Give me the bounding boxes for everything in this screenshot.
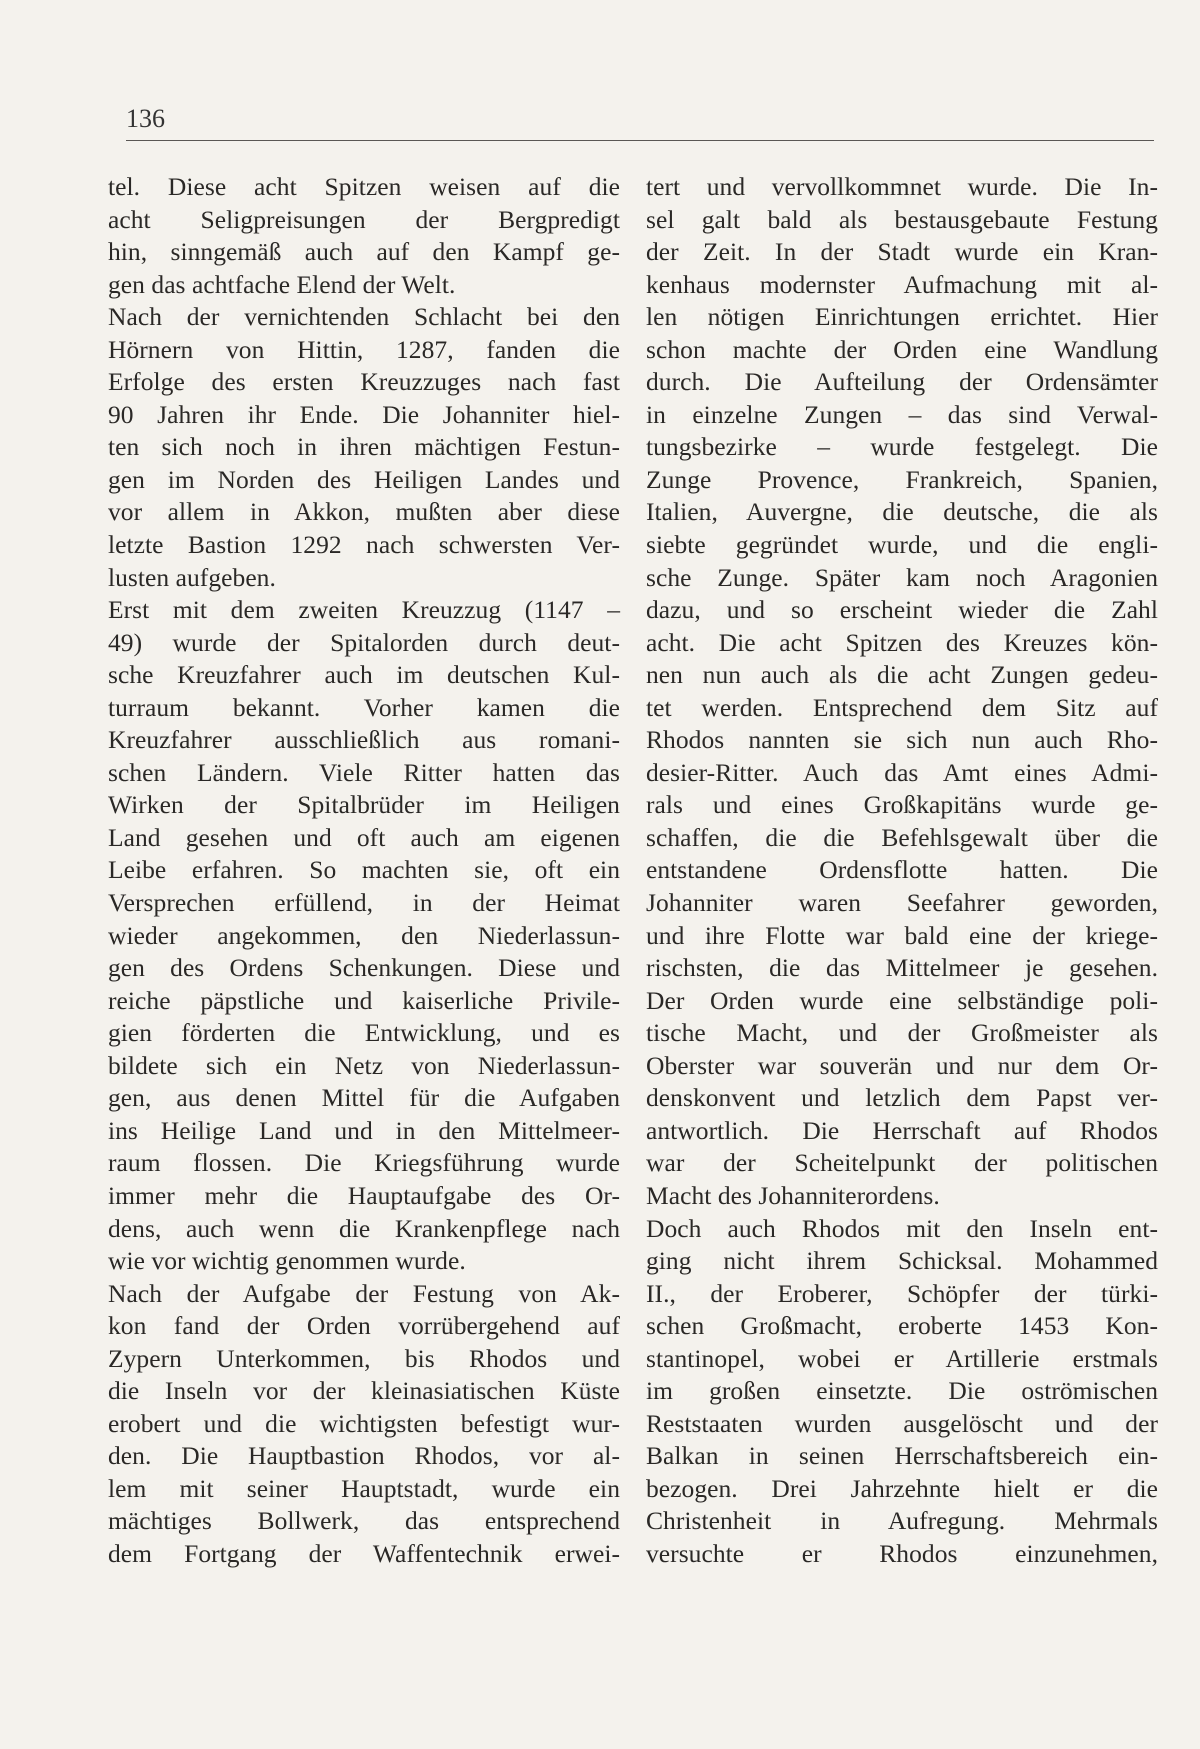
text-line: mächtiges Bollwerk, das entsprechend: [108, 1506, 620, 1536]
text-line: tische Macht, und der Großmeister als: [646, 1018, 1158, 1048]
text-line: wieder angekommen, den Niederlassun-: [108, 920, 620, 950]
text-line: sche Zunge. Später kam noch Aragonien: [646, 562, 1158, 592]
text-line: ging nicht ihrem Schicksal. Mohammed: [646, 1246, 1158, 1276]
text-line: nen nun auch als die acht Zungen gedeu-: [646, 660, 1158, 690]
text-line: ten sich noch in ihren mächtigen Festun-: [108, 432, 620, 462]
text-line: bezogen. Drei Jahrzehnte hielt er die: [646, 1473, 1158, 1503]
text-line: letzte Bastion 1292 nach schwersten Ver-: [108, 530, 620, 560]
paragraph: [108, 301, 620, 594]
text-line: gen des Ordens Schenkungen. Diese und: [108, 953, 620, 983]
text-line: len nötigen Einrichtungen errichtet. Hier: [646, 302, 1158, 332]
text-line: Versprechen erfüllend, in der Heimat: [108, 888, 620, 918]
text-line: lusten aufgeben.: [108, 562, 276, 592]
text-line: Wirken der Spitalbrüder im Heiligen: [108, 790, 620, 820]
paragraph: [108, 594, 620, 1277]
text-line: Kreuzfahrer ausschließlich aus romani-: [108, 725, 620, 755]
text-line: reiche päpstliche und kaiserliche Privile-: [108, 985, 620, 1015]
text-line: 90 Jahren ihr Ende. Die Johanniter hiel-: [108, 399, 620, 429]
text-line: sche Kreuzfahrer auch im deutschen Kul-: [108, 660, 620, 690]
text-line: dazu, und so erscheint wieder die Zahl: [646, 595, 1158, 625]
text-line: acht. Die acht Spitzen des Kreuzes kön-: [646, 627, 1158, 657]
text-line: schon machte der Orden eine Wandlung: [646, 334, 1158, 364]
text-line: tert und vervollkommnet wurde. Die In-: [646, 172, 1158, 201]
text-line: Nach der vernichtenden Schlacht bei den: [108, 302, 620, 332]
text-line: tungsbezirke – wurde festgelegt. Die: [646, 432, 1158, 462]
text-line: Italien, Auvergne, die deutsche, die als: [646, 497, 1158, 527]
text-line: turraum bekannt. Vorher kamen die: [108, 692, 620, 722]
text-line: Reststaaten wurden ausgelöscht und der: [646, 1408, 1158, 1438]
text-line: kenhaus modernster Aufmachung mit al-: [646, 269, 1158, 299]
text-line: den. Die Hauptbastion Rhodos, vor al-: [108, 1441, 620, 1471]
paragraph: [108, 171, 620, 301]
text-line: desier-Ritter. Auch das Amt eines Admi-: [646, 757, 1158, 787]
text-line: acht Seligpreisungen der Bergpredigt: [108, 204, 620, 234]
text-line: hin, sinngemäß auch auf den Kampf ge-: [108, 237, 620, 267]
text-line: Oberster war souverän und nur dem Or-: [646, 1050, 1158, 1080]
text-line: sel galt bald als bestausgebaute Festung: [646, 204, 1158, 234]
header-rule: [126, 140, 1154, 141]
text-line: Zypern Unterkommen, bis Rhodos und: [108, 1343, 620, 1373]
text-line: rals und eines Großkapitäns wurde ge-: [646, 790, 1158, 820]
text-line: durch. Die Aufteilung der Ordensämter: [646, 367, 1158, 397]
text-line: Rhodos nannten sie sich nun auch Rho-: [646, 725, 1158, 755]
page-number: 136: [126, 104, 165, 133]
text-line: im großen einsetzte. Die oströmischen: [646, 1376, 1158, 1406]
text-line: Der Orden wurde eine selbständige poli-: [646, 985, 1158, 1015]
paragraph: [108, 1278, 620, 1571]
right-column: [646, 171, 1158, 1571]
text-line: raum flossen. Die Kriegsführung wurde: [108, 1148, 620, 1178]
text-line: schaffen, die die Befehlsgewalt über die: [646, 822, 1158, 852]
text-line: die Inseln vor der kleinasiatischen Küste: [108, 1376, 620, 1406]
text-line: wie vor wichtig genommen wurde.: [108, 1246, 466, 1276]
text-line: Macht des Johanniterordens.: [646, 1180, 940, 1210]
text-line: Land gesehen und oft auch am eigenen: [108, 822, 620, 852]
text-line: Hörnern von Hittin, 1287, fanden die: [108, 334, 620, 364]
text-line: immer mehr die Hauptaufgabe des Or-: [108, 1180, 620, 1210]
text-line: der Zeit. In der Stadt wurde ein Kran-: [646, 237, 1158, 267]
text-line: tet werden. Entsprechend dem Sitz auf: [646, 692, 1158, 722]
text-line: ins Heilige Land und in den Mittelmeer-: [108, 1115, 620, 1145]
text-line: Erfolge des ersten Kreuzzuges nach fast: [108, 367, 620, 397]
text-line: II., der Eroberer, Schöpfer der türki-: [646, 1278, 1158, 1308]
text-line: schen Ländern. Viele Ritter hatten das: [108, 757, 620, 787]
text-line: dem Fortgang der Waffentechnik erwei-: [108, 1538, 620, 1568]
text-line: bildete sich ein Netz von Niederlassun-: [108, 1050, 620, 1080]
text-line: gen im Norden des Heiligen Landes und: [108, 464, 620, 494]
text-line: denskonvent und letzlich dem Papst ver-: [646, 1083, 1158, 1113]
text-line: tel. Diese acht Spitzen weisen auf die: [108, 172, 620, 201]
left-column: [108, 171, 620, 1571]
paragraph: [646, 171, 1158, 1213]
text-line: stantinopel, wobei er Artillerie erstmals: [646, 1343, 1158, 1373]
text-line: Erst mit dem zweiten Kreuzzug (1147 –: [108, 595, 620, 625]
text-line: lem mit seiner Hauptstadt, wurde ein: [108, 1473, 620, 1503]
text-line: Johanniter waren Seefahrer geworden,: [646, 888, 1158, 918]
text-line: und ihre Flotte war bald eine der kriege-: [646, 920, 1158, 950]
text-line: rischsten, die das Mittelmeer je gesehen.: [646, 953, 1158, 983]
text-line: Doch auch Rhodos mit den Inseln ent-: [646, 1213, 1158, 1243]
text-line: in einzelne Zungen – das sind Verwal-: [646, 399, 1158, 429]
text-line: gen, aus denen Mittel für die Aufgaben: [108, 1083, 620, 1113]
text-line: vor allem in Akkon, mußten aber diese: [108, 497, 620, 527]
text-line: versuchte er Rhodos einzunehmen,: [646, 1538, 1158, 1568]
text-line: gien förderten die Entwicklung, und es: [108, 1018, 620, 1048]
text-line: entstandene Ordensflotte hatten. Die: [646, 855, 1158, 885]
text-line: siebte gegründet wurde, und die engli-: [646, 530, 1158, 560]
paragraph: [646, 1213, 1158, 1571]
text-line: Zunge Provence, Frankreich, Spanien,: [646, 464, 1158, 494]
text-line: dens, auch wenn die Krankenpflege nach: [108, 1213, 620, 1243]
text-line: kon fand der Orden vorrübergehend auf: [108, 1311, 620, 1341]
text-line: Leibe erfahren. So machten sie, oft ein: [108, 855, 620, 885]
text-line: erobert und die wichtigsten befestigt wur-: [108, 1408, 620, 1438]
text-line: Christenheit in Aufregung. Mehrmals: [646, 1506, 1158, 1536]
text-line: 49) wurde der Spitalorden durch deut-: [108, 627, 620, 657]
text-line: antwortlich. Die Herrschaft auf Rhodos: [646, 1115, 1158, 1145]
text-line: war der Scheitelpunkt der politischen: [646, 1148, 1158, 1178]
text-line: schen Großmacht, eroberte 1453 Kon-: [646, 1311, 1158, 1341]
text-line: Nach der Aufgabe der Festung von Ak-: [108, 1278, 620, 1308]
text-line: gen das achtfache Elend der Welt.: [108, 269, 456, 299]
text-line: Balkan in seinen Herrschaftsbereich ein-: [646, 1441, 1158, 1471]
